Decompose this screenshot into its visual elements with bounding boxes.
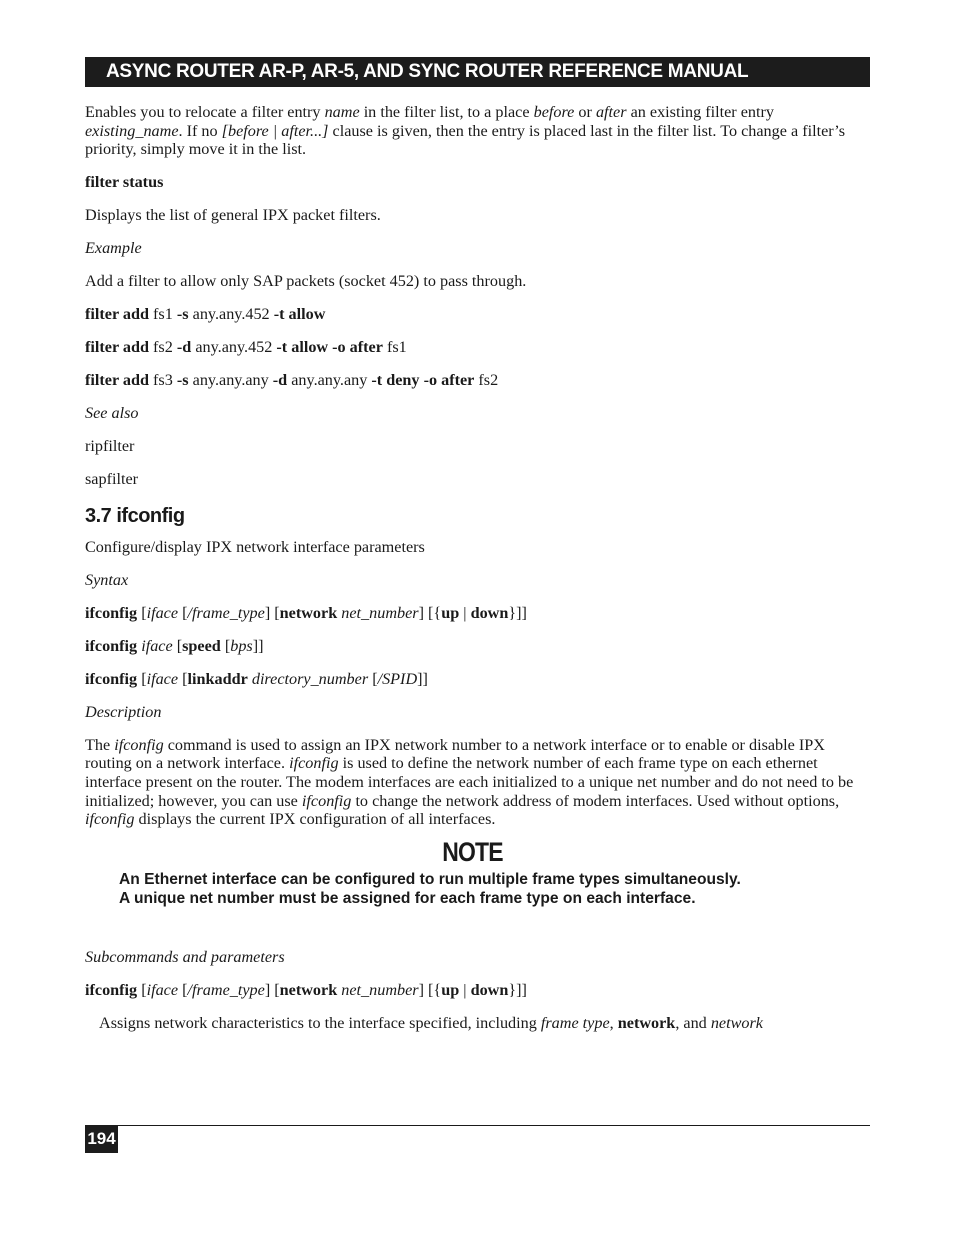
page-number: 194 (85, 1125, 118, 1153)
note-body (85, 870, 860, 948)
example-command-2: filter add fs2 -d any.any.452 -t allow -o after fs1 (85, 337, 407, 356)
note-line-1: An Ethernet interface can be configured to run multiple frame types simultaneously. (119, 870, 741, 888)
example-command-1: filter add fs1 -s any.any.452 -t allow (85, 304, 326, 323)
example-intro: Add a filter to allow only SAP packets (socket 452) to pass through. (85, 271, 527, 290)
example-command-3: filter add fs3 -s any.any.any -d any.any.any -t deny -o after fs2 (85, 370, 499, 389)
section-summary: Configure/display IPX network interface parameters (85, 537, 425, 556)
running-header (85, 57, 870, 87)
syntax-label: Syntax (85, 570, 129, 589)
example-label: Example (85, 238, 142, 257)
note-line-2: A unique net number must be assigned for each frame type on each interface. (119, 889, 696, 907)
subcommand-syntax: ifconfig [iface [/frame_type] [network net_number] [{up | down}]] (85, 980, 527, 999)
subcommand-description: Assigns network characteristics to the interface specified, including frame type, network, and network (99, 1013, 763, 1032)
see-also-item: ripfilter (85, 436, 135, 455)
syntax-line-3: ifconfig [iface [linkaddr directory_number [/SPID]] (85, 669, 428, 688)
syntax-line-1: ifconfig [iface [/frame_type] [network net_number] [{up | down}]] (85, 603, 527, 622)
section-heading: 3.7 ifconfig (85, 504, 185, 527)
footer-rule (85, 1125, 870, 1126)
subcommands-label: Subcommands and parameters (85, 947, 285, 966)
syntax-line-2: ifconfig iface [speed [bps]] (85, 636, 264, 655)
manual-title: ASYNC ROUTER AR-P, AR-5, AND SYNC ROUTER REFERENCE MANUAL (106, 61, 749, 82)
description-label: Description (85, 702, 162, 721)
filter-status-description: Displays the list of general IPX packet filters. (85, 205, 381, 224)
see-also-item: sapfilter (85, 469, 139, 488)
intro-paragraph: Enables you to relocate a filter entry name in the filter list, to a place before or after an existing filter entry existing_name. If no [before | after...] clause is given, then the entry is placed last in the filter list. To change a filter’s priority, simply move it in the list. (85, 103, 846, 159)
page-content (85, 103, 860, 1047)
filter-status-command: filter status (85, 172, 164, 191)
see-also-label: See also (85, 403, 139, 422)
note-title: NOTE (442, 836, 503, 867)
description-paragraph: The ifconfig command is used to assign an IPX network number to a network interface or to enable or disable IPX routing on a network interface. ifconfig is used to define the network number of each frame type on each ethernet interface present on the router. The modem interfaces are each initialized to a unique net number and do not need to be initialized; however, you can use ifconfig to change the network address of modem interfaces. Used without options, ifconfig displays the current IPX configuration of all interfaces. (85, 735, 854, 829)
